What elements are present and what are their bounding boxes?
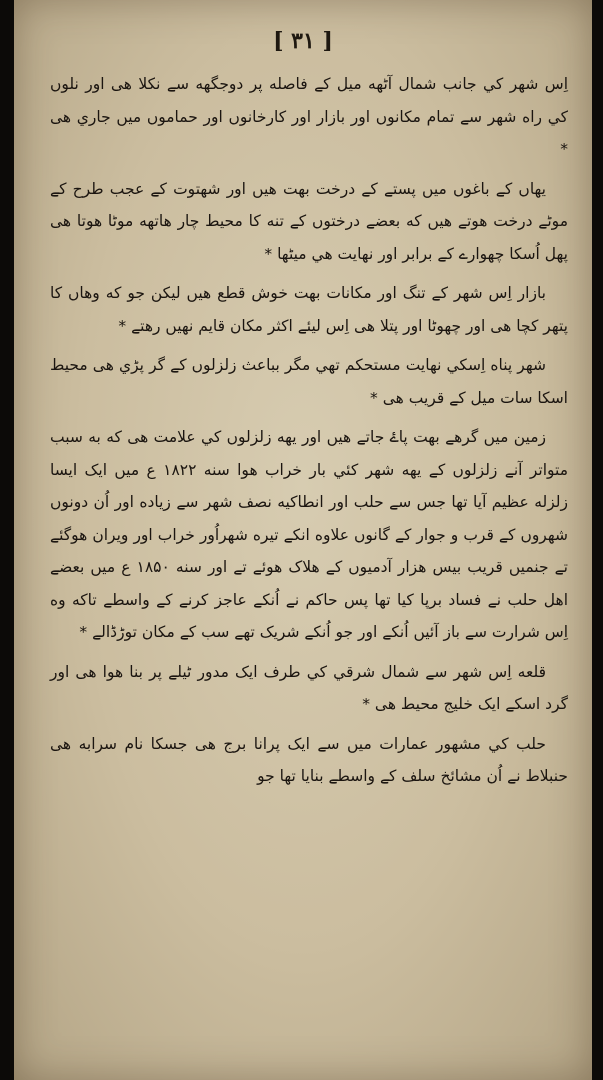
paragraph-canal: اِس شهر کي جانب شمال آٹهه میل کے فاصله پر دوجگهه سے نکلا هی اور نلوں کي راه شهر سے تمام مکانوں اور بازار اور کارخانوں اور حماموں میں جاري هی * <box>50 75 568 158</box>
book-page <box>14 0 592 1080</box>
paragraph-citadel: قلعه اِس شهر سے شمال شرقي کي طرف ایک مدور ٹیلے پر بنا هوا هی اور گرد اسکے ایک خلیج محیط هی * <box>50 662 568 713</box>
paragraph-bazaar: بازار اِس شهر کے تنگ اور مکانات بهت خوش قطع هیں لیکن جو که وهاں کا پتهر کچا هی اور چهوٹا اور پتلا هی اِس لیئے اکثر مکان قایم نهیں رهتے * <box>50 284 568 335</box>
paragraph-city-wall: شهر پناه اِسکي نهایت مستحکم تهي مگر بباعث زلزلوں کے گر پڑي هی محیط اسکا سات میل کے قریب هی * <box>50 356 568 407</box>
page-body <box>50 68 568 800</box>
paragraph-gardens: یهاں کے باغوں میں پستے کے درخت بهت هیں اور شهتوت کے عجب طرح کے موٹے درخت هوتے هیں که بعضے درختوں کے تنه کا محیط چار هاتهه موٹا هوتا هی پهل اُسکا چهوارے کے برابر اور نهایت هي میٹها * <box>50 179 568 263</box>
paragraph-buildings: حلب کي مشهور عمارات میں سے ایک پرانا برج هی جسکا نام سرابه هی حنبلاط نے اُن مشائخ سلف کے واسطے بنایا تها جو <box>50 734 568 785</box>
paragraph-earthquakes: زمین میں گرهے بهت پاۓ جاتے هیں اور یهه زلزلوں کي علامت هی که به سبب متواتر آنے زلزلوں کے یهه شهر کئي بار خراب هوا سنه ۱۸۲۲ ع میں ایک ایسا زلزله عظیم آیا تها جس سے حلب اور انطاکیه نصف شهر سے زیاده اور اُن دونوں شهروں کے قرب و جوار کے گانوں علاوه انکے تیره شهراُور خراب اور ویران هوگئے تے جنمیں قریب بیس هزار آدمیوں کے هلاک هوئے تے اور سنه ۱۸۵۰ ع میں بعضے اهل حلب نے فساد برپا کیا تها پس حاکم نے اُنکے عاجز کرنے کے واسطے تاکه وه اِس شرارت سے باز آئیں اُنکے اور جو اُنکے شریک تهے سب کے مکان توڑڈالے * <box>50 428 568 641</box>
page-number: [ ٣١ ] <box>273 28 333 54</box>
